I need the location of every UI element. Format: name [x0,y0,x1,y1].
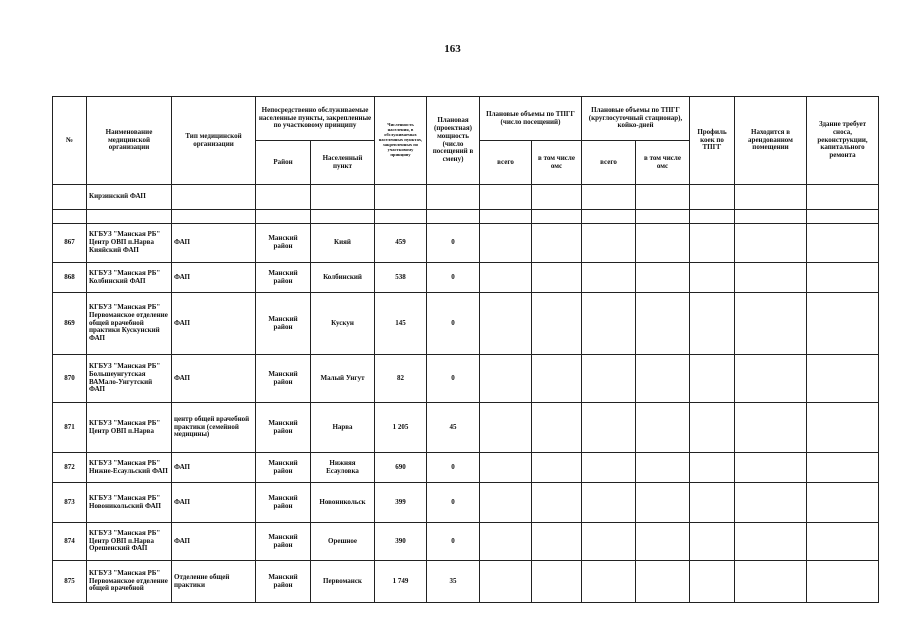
page-number: 163 [444,43,461,55]
row-num: 872 [53,453,87,483]
row-capacity: 35 [427,561,480,603]
row-settlement: Колбинский [311,263,375,293]
row-capacity: 0 [427,263,480,293]
row-district: Манский район [256,453,311,483]
row-type: ФАП [172,293,256,355]
header-population: Численность населения, в обслуживаемых населенных пунктах, закрепленных по участковому принципу [375,97,427,185]
row-name: КГБУЗ "Манская РБ" Новоникольский ФАП [87,483,172,523]
row-name: КГБУЗ "Манская РБ" Центр ОВП п.Нарва [87,403,172,453]
row-num: 868 [53,263,87,293]
row-name: КГБУЗ "Манская РБ" Первоманское отделение общей врачебной [87,561,172,603]
row-num: 870 [53,355,87,403]
table-row [53,224,879,263]
row-settlement: Новоникольск [311,483,375,523]
row-district: Манский район [256,523,311,561]
row-capacity: 0 [427,523,480,561]
header-num: № [53,97,87,185]
row-settlement: Нарва [311,403,375,453]
row-capacity: 0 [427,453,480,483]
table-row [53,293,879,355]
row-type: Отделение общей практики [172,561,256,603]
row-type: ФАП [172,523,256,561]
row-type: ФАП [172,453,256,483]
row-population: 145 [375,293,427,355]
header-capacity: Плановая (проектная) мощность (число посещений в смену) [427,97,480,185]
row-district: Манский район [256,483,311,523]
row-num: 869 [53,293,87,355]
row-population: 1 749 [375,561,427,603]
row-population: 399 [375,483,427,523]
row-capacity: 0 [427,483,480,523]
row-settlement: Первоманск [311,561,375,603]
row-population: 690 [375,453,427,483]
header-rented: Находится в арендованном помещении [735,97,807,185]
row-population: 459 [375,224,427,263]
table-row [53,453,879,483]
row-population: 538 [375,263,427,293]
row-num: 871 [53,403,87,453]
row-district: Манский район [256,561,311,603]
row-type: ФАП [172,355,256,403]
row-district: Манский район [256,403,311,453]
header-tpgg-visits: Плановые объемы по ТПГГ (число посещений) [480,97,582,141]
header-type: Тип медицинской организации [172,97,256,185]
header-tpgg-beds: Плановые объемы по ТПГГ (круглосуточный стационар), койко-дней [582,97,690,141]
row-population: 82 [375,355,427,403]
row-name: КГБУЗ "Манская РБ" Нижне-Есаульский ФАП [87,453,172,483]
row-settlement: Малый Унгут [311,355,375,403]
header-profile: Профиль коек по ТПГГ [690,97,735,185]
row-district: Манский район [256,224,311,263]
header-repair: Здание требует сноса, реконструкции, капитального ремонта [807,97,879,185]
header-oms-beds: в том числе омс [636,141,690,185]
row-name: КГБУЗ "Манская РБ" Большеунгутская ВАМало-Унгутский ФАП [87,355,172,403]
row-capacity: 0 [427,355,480,403]
row-capacity: 0 [427,224,480,263]
row-num: 867 [53,224,87,263]
row-district: Манский район [256,293,311,355]
header-settlement: Населенный пункт [311,141,375,185]
row-type: ФАП [172,224,256,263]
row-num: 875 [53,561,87,603]
row-district: Манский район [256,263,311,293]
section-row [53,185,879,210]
section-label: Кирзинский ФАП [87,185,172,210]
header-oms-visits: в том числе омс [532,141,582,185]
row-name: КГБУЗ "Манская РБ" Первоманское отделение общей врачебной практики Кускунский ФАП [87,293,172,355]
row-num: 874 [53,523,87,561]
row-type: ФАП [172,263,256,293]
table-row [53,483,879,523]
table-row [53,523,879,561]
table-row [53,263,879,293]
row-name: КГБУЗ "Манская РБ" Колбинский ФАП [87,263,172,293]
row-settlement: Кияй [311,224,375,263]
row-population: 1 205 [375,403,427,453]
header-total-visits: всего [480,141,532,185]
header-total-beds: всего [582,141,636,185]
table-row [53,355,879,403]
medical-organizations-table [52,96,879,603]
row-settlement: Орешное [311,523,375,561]
table-row [53,561,879,603]
row-settlement: Нижняя Есауловка [311,453,375,483]
row-population: 390 [375,523,427,561]
table-row [53,403,879,453]
row-capacity: 45 [427,403,480,453]
spacer-row [53,210,879,224]
header-name: Наименование медицинской организации [87,97,172,185]
header-direct: Непосредственно обслуживаемые населенные пункты, закрепленные по участковому принципу [256,97,375,141]
row-num: 873 [53,483,87,523]
row-type: центр общей врачебной практики (семейной медицины) [172,403,256,453]
row-type: ФАП [172,483,256,523]
row-capacity: 0 [427,293,480,355]
row-name: КГБУЗ "Манская РБ" Центр ОВП п.Нарва Орешенский ФАП [87,523,172,561]
row-name: КГБУЗ "Манская РБ" Центр ОВП п.Нарва Кияйский ФАП [87,224,172,263]
row-settlement: Кускун [311,293,375,355]
row-district: Манский район [256,355,311,403]
header-district: Район [256,141,311,185]
